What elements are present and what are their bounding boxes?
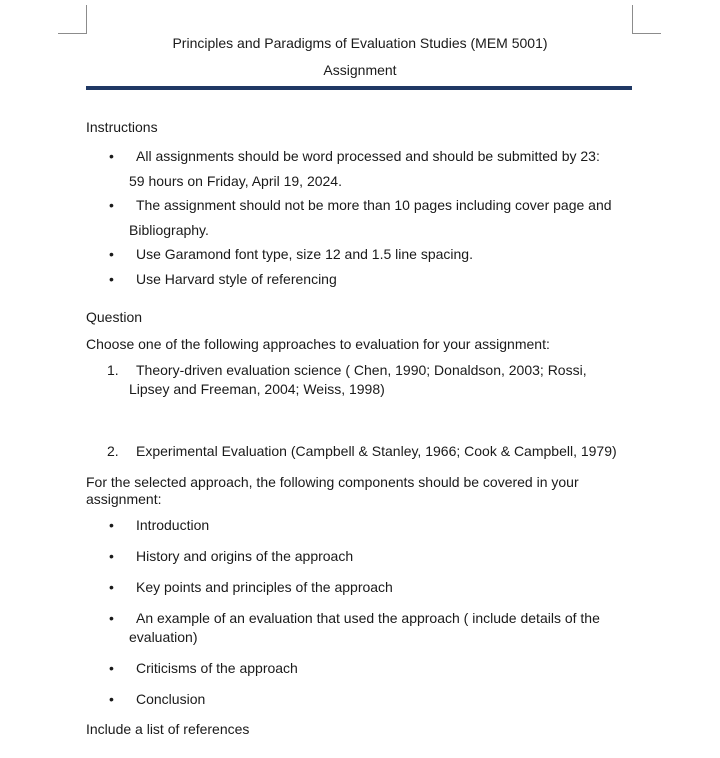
instruction-item-2-line1: The assignment should not be more than 10 pages including cover page and xyxy=(136,197,612,213)
component-item-3: Key points and principles of the approach xyxy=(136,579,393,595)
instruction-item-3: Use Garamond font type, size 12 and 1.5 line spacing. xyxy=(136,246,473,262)
components-intro-line1: For the selected approach, the following components should be covered in your xyxy=(86,474,579,490)
instruction-item-2-line2: Bibliography. xyxy=(129,222,209,238)
component-item-4-line1: An example of an evaluation that used the approach ( include details of the xyxy=(136,610,600,626)
instructions-heading: Instructions xyxy=(86,119,158,135)
document-subtitle: Assignment xyxy=(323,62,397,78)
bullet-icon: • xyxy=(109,271,114,287)
instruction-item-4: Use Harvard style of referencing xyxy=(136,271,337,287)
bullet-icon: • xyxy=(109,579,114,595)
bullet-icon: • xyxy=(109,517,114,533)
approach-1-line1: Theory-driven evaluation science ( Chen, 1990; Donaldson, 2003; Rossi, xyxy=(136,362,587,378)
bullet-icon: • xyxy=(109,246,114,262)
document-title: Principles and Paradigms of Evaluation Studies (MEM 5001) xyxy=(172,35,548,51)
component-item-1: Introduction xyxy=(136,517,210,533)
approach-2-line1: Experimental Evaluation (Campbell & Stanley, 1966; Cook & Campbell, 1979) xyxy=(136,443,617,459)
bullet-icon: • xyxy=(109,660,114,676)
bullet-icon: • xyxy=(109,610,114,626)
bullet-icon: • xyxy=(109,197,114,213)
bullet-icon: • xyxy=(109,148,114,164)
approach-1-number: 1. xyxy=(107,362,119,378)
bullet-icon: • xyxy=(109,548,114,564)
component-item-4-line2: evaluation) xyxy=(129,629,198,645)
instruction-item-1-line1: All assignments should be word processed and should be submitted by 23: xyxy=(136,148,600,164)
components-intro-line2: assignment: xyxy=(86,491,162,507)
bullet-icon: • xyxy=(109,691,114,707)
approach-1-line2: Lipsey and Freeman, 2004; Weiss, 1998) xyxy=(129,381,385,397)
component-item-5: Criticisms of the approach xyxy=(136,660,298,676)
closing-line: Include a list of references xyxy=(86,721,250,737)
component-item-2: History and origins of the approach xyxy=(136,548,354,564)
crop-mark-right-vertical xyxy=(632,5,633,33)
question-intro: Choose one of the following approaches to evaluation for your assignment: xyxy=(86,336,550,352)
crop-mark-left-vertical xyxy=(86,5,87,33)
approach-2-number: 2. xyxy=(107,443,119,459)
header-rule xyxy=(86,86,632,90)
component-item-6: Conclusion xyxy=(136,691,206,707)
instruction-item-1-line2: 59 hours on Friday, April 19, 2024. xyxy=(129,173,342,189)
question-heading: Question xyxy=(86,309,143,325)
